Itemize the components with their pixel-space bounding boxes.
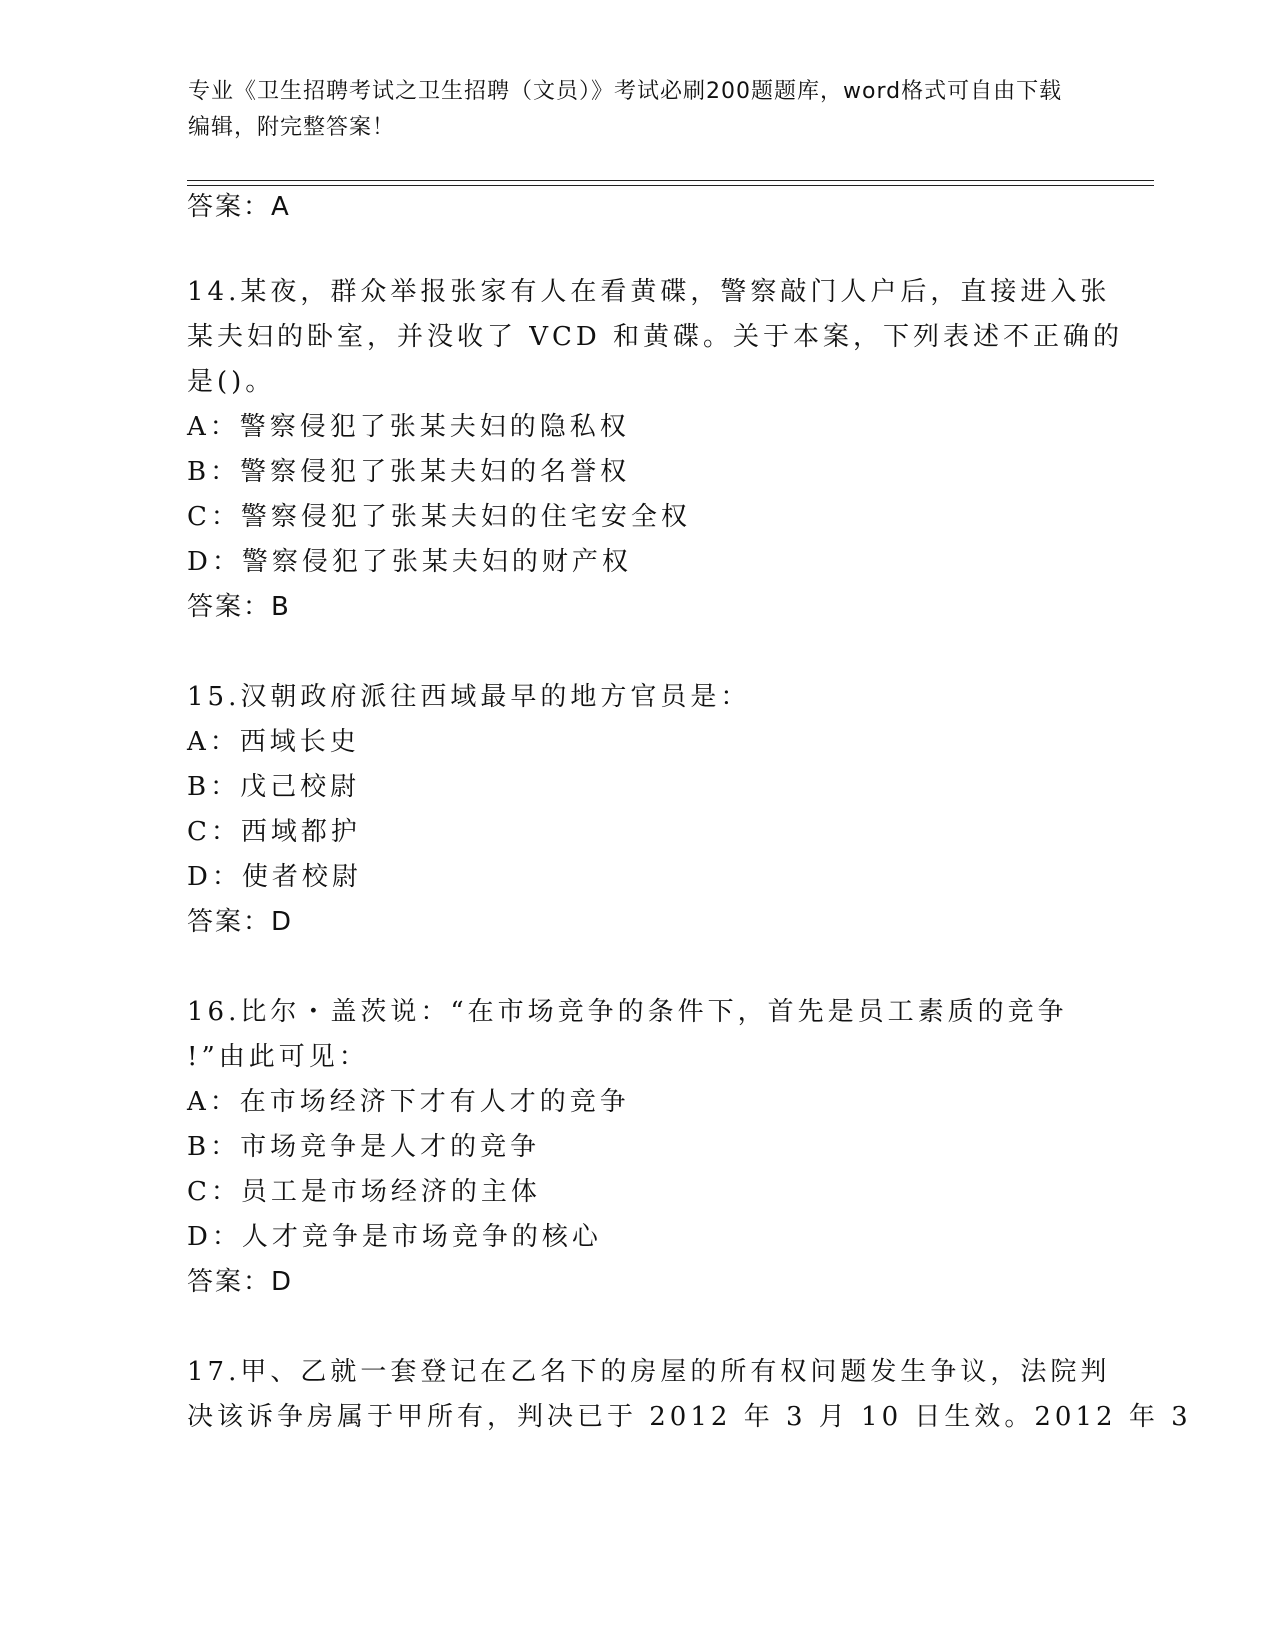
question-15-option-b: B：戊己校尉 — [187, 772, 361, 802]
question-15-option-c: C：西域都护 — [187, 817, 361, 847]
question-16-option-d: D：人才竞争是市场竞争的核心 — [187, 1222, 602, 1252]
question-14-option-d: D：警察侵犯了张某夫妇的财产权 — [187, 547, 632, 577]
question-16-line-2: !”由此可见： — [187, 1042, 369, 1072]
question-16-answer: 答案：D — [187, 1267, 294, 1297]
question-14-line-3: 是()。 — [187, 367, 276, 397]
question-15-line-1: 15.汉朝政府派往西域最早的地方官员是： — [187, 682, 751, 712]
question-16-option-b: B：市场竞争是人才的竞争 — [187, 1132, 541, 1162]
question-16-option-c: C：员工是市场经济的主体 — [187, 1177, 541, 1207]
question-14-option-c: C：警察侵犯了张某夫妇的住宅安全权 — [187, 502, 691, 532]
question-15-option-a: A：西域长史 — [187, 727, 360, 757]
question-17-line-1: 17.甲、乙就一套登记在乙名下的房屋的所有权问题发生争议，法院判 — [187, 1357, 1111, 1387]
question-16-line-1: 16.比尔・盖茨说：“在市场竞争的条件下，首先是员工素质的竞争 — [187, 997, 1068, 1027]
question-15-option-d: D：使者校尉 — [187, 862, 362, 892]
question-14-line-2: 某夫妇的卧室，并没收了 VCD 和黄碟。关于本案，下列表述不正确的 — [187, 322, 1124, 352]
document-header: 专业《卫生招聘考试之卫生招聘（文员）》考试必刷200题题库，word格式可自由下载编辑，附完整答案！ — [188, 79, 1063, 140]
header-divider-bottom — [187, 185, 1154, 186]
question-14-answer: 答案：B — [187, 592, 291, 622]
question-14-option-b: B：警察侵犯了张某夫妇的名誉权 — [187, 457, 631, 487]
question-17-line-2: 决该诉争房属于甲所有，判决已于 2012 年 3 月 10 日生效。2012 年 3 — [187, 1402, 1192, 1432]
question-14-line-1: 14.某夜，群众举报张家有人在看黄碟，警察敲门人户后，直接进入张 — [187, 277, 1111, 307]
header-divider-top — [187, 180, 1154, 181]
question-15-answer: 答案：D — [187, 907, 294, 937]
question-16-option-a: A：在市场经济下才有人才的竞争 — [187, 1087, 630, 1117]
answer-prev: 答案：A — [187, 192, 291, 222]
question-14-option-a: A：警察侵犯了张某夫妇的隐私权 — [187, 412, 630, 442]
